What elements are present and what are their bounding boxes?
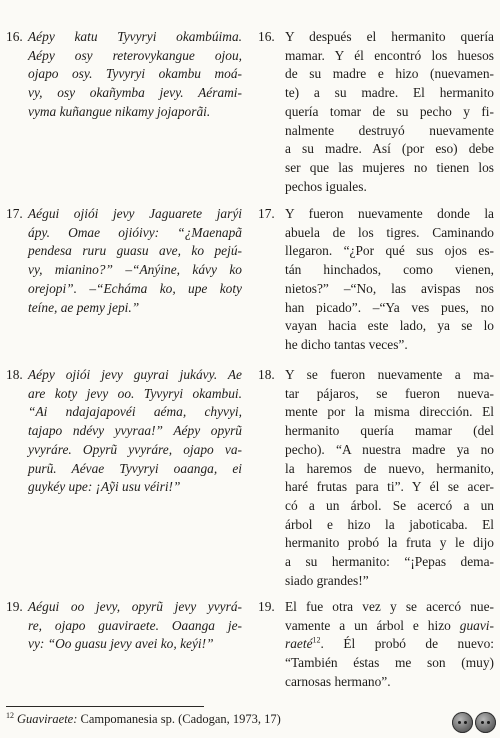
decorative-disc-icon: [452, 712, 473, 733]
spanish-line: la haremos de nuevo, hermanito,: [285, 460, 494, 476]
spanish-line: Y después el hermanito quería: [285, 29, 494, 44]
guarani-line: re, ojapo guaviraete. Oaanga je-: [28, 617, 242, 633]
entry-number: 16.: [258, 29, 275, 44]
guarani-line: yvyráre. Opyrũ yvyráre, ojapo va-: [28, 441, 242, 457]
spanish-line: Y se fueron nuevamente a ma-: [285, 367, 494, 382]
footnote-text: Campomanesia sp. (Cadogan, 1973, 17): [80, 712, 281, 726]
spanish-column: [258, 366, 494, 590]
spanish-line: a su madre. Así (por eso) debe: [285, 141, 494, 157]
spanish-line: pecho). “A nuestra madre ya no: [285, 441, 494, 457]
entry-number: 19.: [258, 599, 275, 614]
guarani-line: Aépy ojiói jevy guyrai jukávy. Ae: [28, 367, 242, 382]
entry-number: 18.: [258, 367, 275, 382]
guarani-line: Aépy katu Tyvyryi okambúima.: [28, 29, 242, 44]
spanish-line: siado grandes!”: [285, 572, 369, 588]
guarani-line: vyma kuñangue nikamy jojaporãi.: [28, 103, 211, 119]
spanish-line: he dicho tantas veces”.: [285, 336, 408, 352]
guarani-line: Aégui ojiói jevy Jaguarete jarýi: [28, 206, 242, 221]
spanish-line: de su madre e hizo (nuevamen-: [285, 66, 494, 82]
spanish-line: có a un árbol. Se acercó a un: [285, 497, 494, 513]
entry-number: 19.: [6, 599, 23, 614]
spanish-line: Y fueron nuevamente donde la: [285, 206, 494, 221]
guarani-line: guykéy upe: ¡Aỹi usu véiri!”: [28, 479, 181, 495]
guarani-line: tajapo ndévy yvyraa!” Aépy opyrũ: [28, 423, 242, 439]
entry-number: 17.: [258, 206, 275, 221]
footnote: [6, 711, 281, 727]
spanish-line: El fue otra vez y se acercó nue-: [285, 599, 494, 614]
spanish-line: nalmente destruyó nuevamente: [285, 122, 494, 138]
guarani-line: are koty jevy oo. Tyvyryi okambui.: [28, 385, 242, 401]
guarani-line: vy: “Oo guasu jevy avei ko, keýi!”: [28, 636, 214, 652]
footnote-mark: 12: [6, 710, 14, 720]
spanish-line: árbol e hizo la jaboticaba. El: [285, 516, 494, 532]
spanish-line: ser que las mujeres no tienen los: [285, 159, 494, 175]
italic-term: guavi-: [459, 617, 494, 633]
spanish-line: vayan hacia este lado, ya se lo: [285, 318, 494, 334]
spanish-column: [258, 205, 494, 355]
spanish-line: llegaron. “¿Por qué sus ojos es-: [285, 243, 494, 259]
guarani-line: vy, osy okañymba jevy. Aérami-: [28, 85, 242, 101]
guarani-column: [6, 598, 242, 654]
guarani-line: Aégui oo jevy, opyrũ jevy yvyrá-: [28, 599, 242, 614]
spanish-line: mente por la misma dirección. El: [285, 404, 494, 420]
guarani-line: vy, mianino?” –“Anýine, kávy ko: [28, 262, 242, 278]
spanish-line: “También éstas me son (muy): [285, 655, 494, 671]
italic-term: raeté: [285, 636, 313, 652]
entry-number: 16.: [6, 29, 23, 44]
spanish-line: pechos iguales.: [285, 178, 367, 194]
spanish-line: abuela de los tigres. Caminando: [285, 224, 494, 240]
entry-number: 17.: [6, 206, 23, 221]
spanish-line: haré frutas para ti”. Y él se acer-: [285, 479, 494, 495]
spanish-column: [258, 598, 494, 692]
guarani-line: purũ. Aévae Tyvyryi oaanga, ei: [28, 460, 242, 476]
spanish-line: tán hinchados, como vienen,: [285, 262, 494, 278]
guarani-line: teíne, ae pemy jepi.”: [28, 299, 140, 315]
entry-number: 18.: [6, 367, 23, 382]
spanish-line: a su hermanito: “¡Pepas dema-: [285, 554, 494, 570]
guarani-column: [6, 28, 242, 122]
spanish-line: te) a su madre. El hermanito: [285, 85, 494, 101]
guarani-line: Aépy osy reterovykangue ojou,: [28, 47, 242, 63]
spanish-line: hermanito quería mamar (del: [285, 423, 494, 439]
guarani-line: ápy. Omae ojióivy: “¿Maenapã: [28, 224, 242, 240]
guarani-line: “Ai ndajajapovéi aéma, chyvyi,: [28, 404, 242, 420]
spanish-line: tar pájaros, se fueron nueva-: [285, 385, 494, 401]
guarani-line: pendesa ruru guasu ave, ko pejú-: [28, 243, 242, 259]
guarani-column: [6, 366, 242, 497]
spanish-line: carnosas hermano”.: [285, 673, 391, 689]
footnote-term: Guaviraete:: [17, 712, 78, 726]
spanish-line: nietos?” –“No, las avispas nos: [285, 280, 494, 296]
guarani-column: [6, 205, 242, 317]
spanish-line: quería tomar de su pecho y fi-: [285, 103, 494, 119]
spanish-line: mamar. Y él encontró los huesos: [285, 47, 494, 63]
guarani-line: ojapo osy. Tyvyryi okambu moá-: [28, 66, 242, 82]
spanish-line: vamente a un árbol e hizo: [285, 617, 460, 633]
spanish-line: han picado”. –“Ya ves pues, no: [285, 299, 494, 315]
spanish-column: [258, 28, 494, 196]
footnote-reference[interactable]: 12: [312, 635, 321, 645]
spanish-line: . Él probó de nuevo:: [320, 636, 494, 652]
guarani-line: orejopi”. –“Echáma ko, upe koty: [28, 280, 242, 296]
spanish-line: hermanito probó la fruta y le dijo: [285, 535, 494, 551]
footnote-divider: [6, 706, 204, 707]
decorative-disc-icon: [475, 712, 496, 733]
